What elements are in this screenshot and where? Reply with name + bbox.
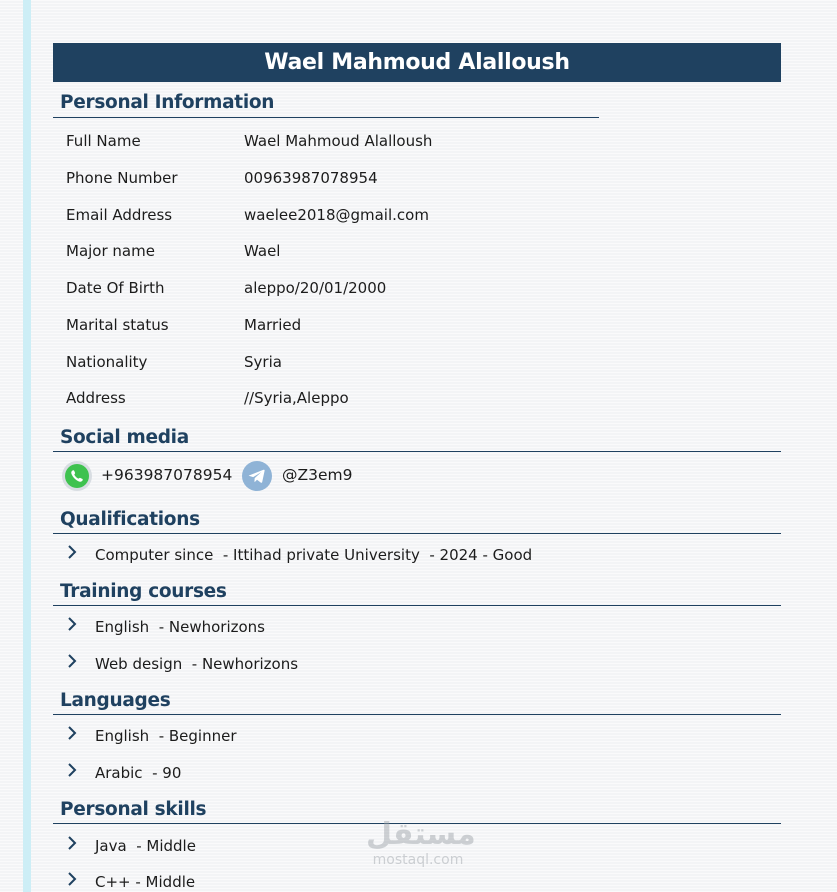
info-value: Married (244, 316, 302, 334)
section-divider (53, 533, 781, 534)
info-value: Syria (244, 353, 282, 371)
left-accent-stripe (23, 0, 31, 892)
list-item: C++ - Middle (95, 873, 196, 891)
chevron-right-icon (67, 544, 77, 560)
list-item: English - Beginner (95, 727, 237, 745)
info-value: aleppo/20/01/2000 (244, 279, 387, 297)
list-item: Arabic - 90 (95, 764, 182, 782)
section-divider (53, 605, 781, 606)
section-heading-languages: Languages (60, 690, 171, 711)
info-value: //Syria,Aleppo (244, 389, 349, 407)
section-divider (53, 451, 781, 452)
section-heading-social: Social media (60, 427, 189, 448)
telegram-icon[interactable] (242, 461, 272, 491)
list-item: Web design - Newhorizons (95, 655, 299, 673)
info-value: Wael Mahmoud Alalloush (244, 132, 433, 150)
info-label: Email Address (66, 206, 173, 224)
chevron-right-icon (67, 871, 77, 887)
section-heading-personal: Personal Information (60, 92, 275, 113)
list-item: English - Newhorizons (95, 618, 265, 636)
info-label: Address (66, 389, 126, 407)
watermark-logo-text: مستقل (366, 817, 476, 852)
info-label: Marital status (66, 316, 169, 334)
info-label: Date Of Birth (66, 279, 165, 297)
section-heading-qualifications: Qualifications (60, 509, 200, 530)
section-divider (53, 117, 599, 118)
chevron-right-icon (67, 835, 77, 851)
watermark-logo (366, 817, 476, 874)
chevron-right-icon (67, 616, 77, 632)
info-label: Phone Number (66, 169, 178, 187)
whatsapp-number[interactable]: +963987078954 (101, 466, 233, 484)
info-value: Wael (244, 242, 281, 260)
whatsapp-icon[interactable] (62, 461, 92, 491)
chevron-right-icon (67, 762, 77, 778)
info-value: 00963987078954 (244, 169, 378, 187)
chevron-right-icon (67, 653, 77, 669)
section-divider (53, 714, 781, 715)
info-label: Full Name (66, 132, 141, 150)
section-heading-training: Training courses (60, 581, 227, 602)
section-heading-skills: Personal skills (60, 799, 207, 820)
telegram-handle[interactable]: @Z3em9 (282, 466, 353, 484)
info-value: waelee2018@gmail.com (244, 206, 429, 224)
info-label: Nationality (66, 353, 148, 371)
chevron-right-icon (67, 725, 77, 741)
list-item: Computer since - Ittihad private University - 2024 - Good (95, 546, 533, 564)
watermark-url: mostaql.com (372, 852, 464, 868)
info-label: Major name (66, 242, 155, 260)
page-title: Wael Mahmoud Alalloush (53, 43, 781, 82)
list-item: Java - Middle (95, 837, 196, 855)
